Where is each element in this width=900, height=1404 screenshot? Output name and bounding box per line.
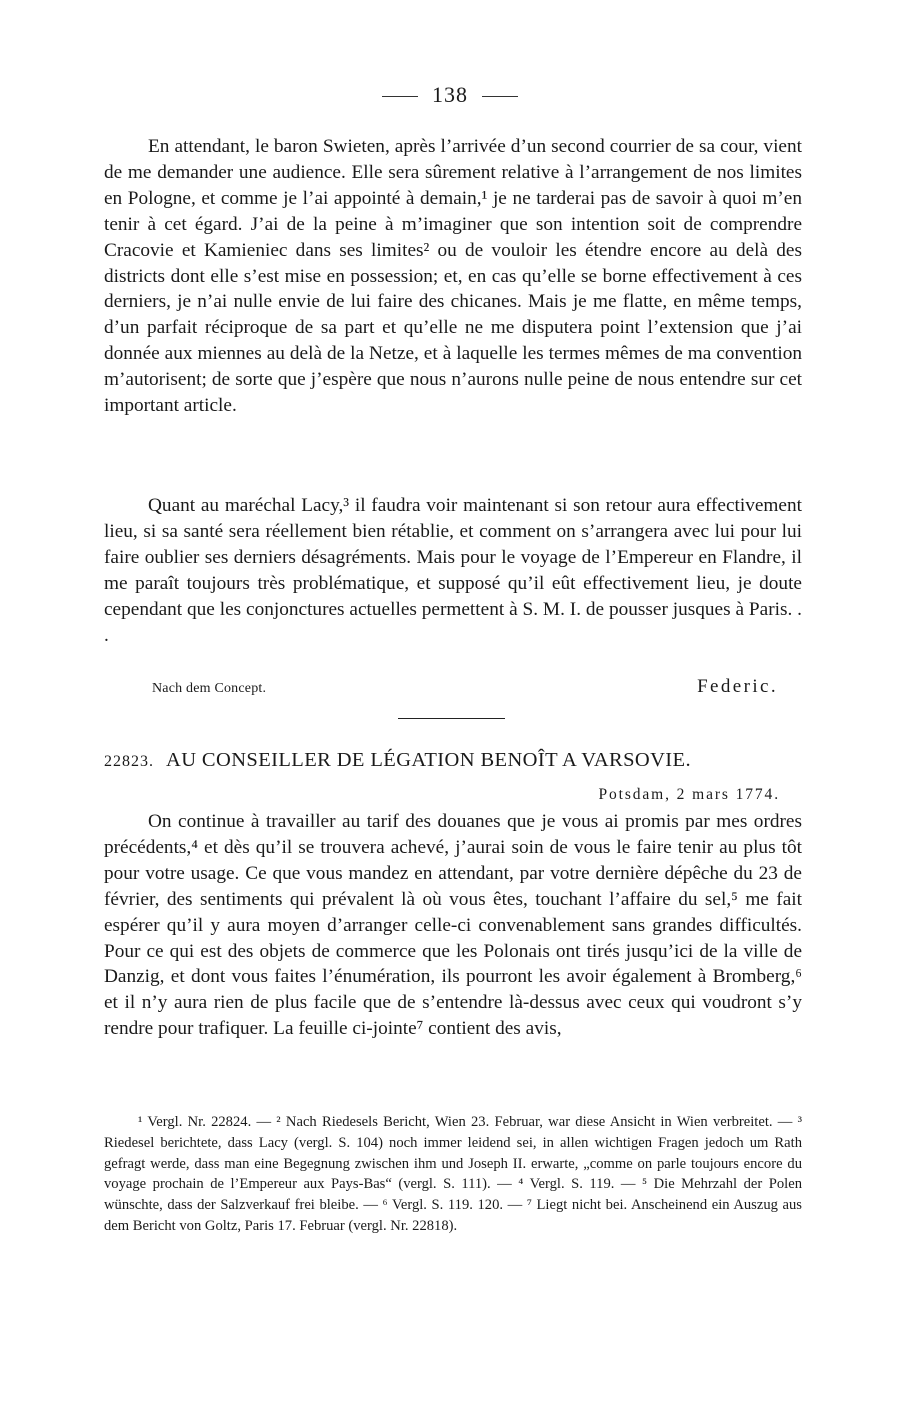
place-date: Potsdam, 2 mars 1774. bbox=[598, 786, 780, 803]
letter-prev-paragraph-2 bbox=[104, 493, 802, 648]
letter-body bbox=[104, 809, 802, 1042]
signature: Federic. bbox=[697, 676, 778, 697]
header-dash-left bbox=[382, 96, 418, 97]
footnotes-text: ¹ Vergl. Nr. 22824. — ² Nach Riedesels Bericht, Wien 23. Februar, war diese Ansicht in Wien verbreitet. — ³ Riedesel berichtete, dass Lacy (vergl. S. 104) noch immer leidend sei, in allen wichtigen Fragen jedoch um Rath gefragt werde, dass man eine Begegnung zwischen ihm und Joseph II. erwarte, „comme on parle toujours encore du voyage prochain de l’Empereur aux Pays-Bas“ (vergl. S. 111). — ⁴ Vergl. S. 119. — ⁵ Die Mehrzahl der Polen wünschte, dass der Salzverkauf frei bleibe. — ⁶ Vergl. S. 119. 120. — ⁷ Liegt nicht bei. Anscheinend ein Auszug aus dem Bericht von Goltz, Paris 17. Februar (vergl. Nr. 22818). bbox=[104, 1114, 802, 1234]
footnotes bbox=[104, 1112, 802, 1237]
letter-prev-paragraph-1 bbox=[104, 134, 802, 419]
source-note: Nach dem Concept. bbox=[152, 681, 267, 696]
page-number: 138 bbox=[432, 82, 468, 107]
letter-number: 22823. bbox=[104, 753, 154, 770]
header-dash-right bbox=[482, 96, 518, 97]
paragraph-text: En attendant, le baron Swieten, après l’arrivée d’un second courrier de sa cour, vient de me demander une audience. Elle sera sûrement relative à l’arrangement de nos limites en Pologne, et comme je l’ai appointé à demain,¹ je ne tarderai pas de savoir à quoi m’en tenir à cet égard. J’ai de la peine à m’imaginer que son intention soit de comprendre Cracovie et Kamieniec dans ses limites² ou de vouloir les étendre encore au delà des districts dont elle s’est mise en possession; et, en cas qu’elle se borne effectivement à ces derniers, je n’ai nulle envie de lui faire des chicanes. Mais je me flatte, en même temps, d’un parfait réciproque de sa part et qu’elle ne me disputera point l’extension que j’ai donnée aux miennes au delà de la Netze, et à laquelle les termes mêmes de ma convention m’autorisent; de sorte que j’espère que nous n’aurons nulle peine de nous entendre sur cet important article. bbox=[104, 136, 802, 417]
paragraph-text: Quant au maréchal Lacy,³ il faudra voir maintenant si son retour aura effectivement lieu, si sa santé sera réellement bien rétablie, et comment on s’arrangera avec lui pour lui faire oublier ses derniers désagréments. Mais pour le voyage de l’Empereur en Flandre, il me paraît toujours très problématique, et supposé qu’il eût effectivement lieu, je doute cependant que les conjonctures actuelles permettent à S. M. I. de pousser jusques à Paris. . . bbox=[104, 495, 802, 646]
letter-heading bbox=[104, 749, 802, 772]
letter-title: AU CONSEILLER DE LÉGATION BENOÎT A VARSOVIE. bbox=[166, 749, 691, 771]
running-header bbox=[0, 82, 900, 108]
section-divider bbox=[398, 718, 505, 719]
letter-body-text: On continue à travailler au tarif des douanes que je vous ai promis par mes ordres précédents,⁴ et dès qu’il se trouvera achevé, j’aurai soin de vous le faire tenir au plus tôt pour votre usage. Ce que vous mandez en attendant, par votre dernière dépêche du 23 de février, des sentiments qui prévalent là où vous êtes, touchant l’affaire du sel,⁵ me fait espérer qu’il y aura moyen d’arranger celle-ci convenablement sans grandes difficultés. Pour ce qui est des objets de commerce que les Polonais ont tirés jusqu’ici de la ville de Danzig, et dont vous faites l’énumération, ils pourront les avoir également à Bromberg,⁶ et il n’y aura rien de plus facile que de s’entendre là-dessus avec ceux qui voudront s’y rendre pour trafiquer. La feuille ci-jointe⁷ contient des avis, bbox=[104, 811, 802, 1040]
